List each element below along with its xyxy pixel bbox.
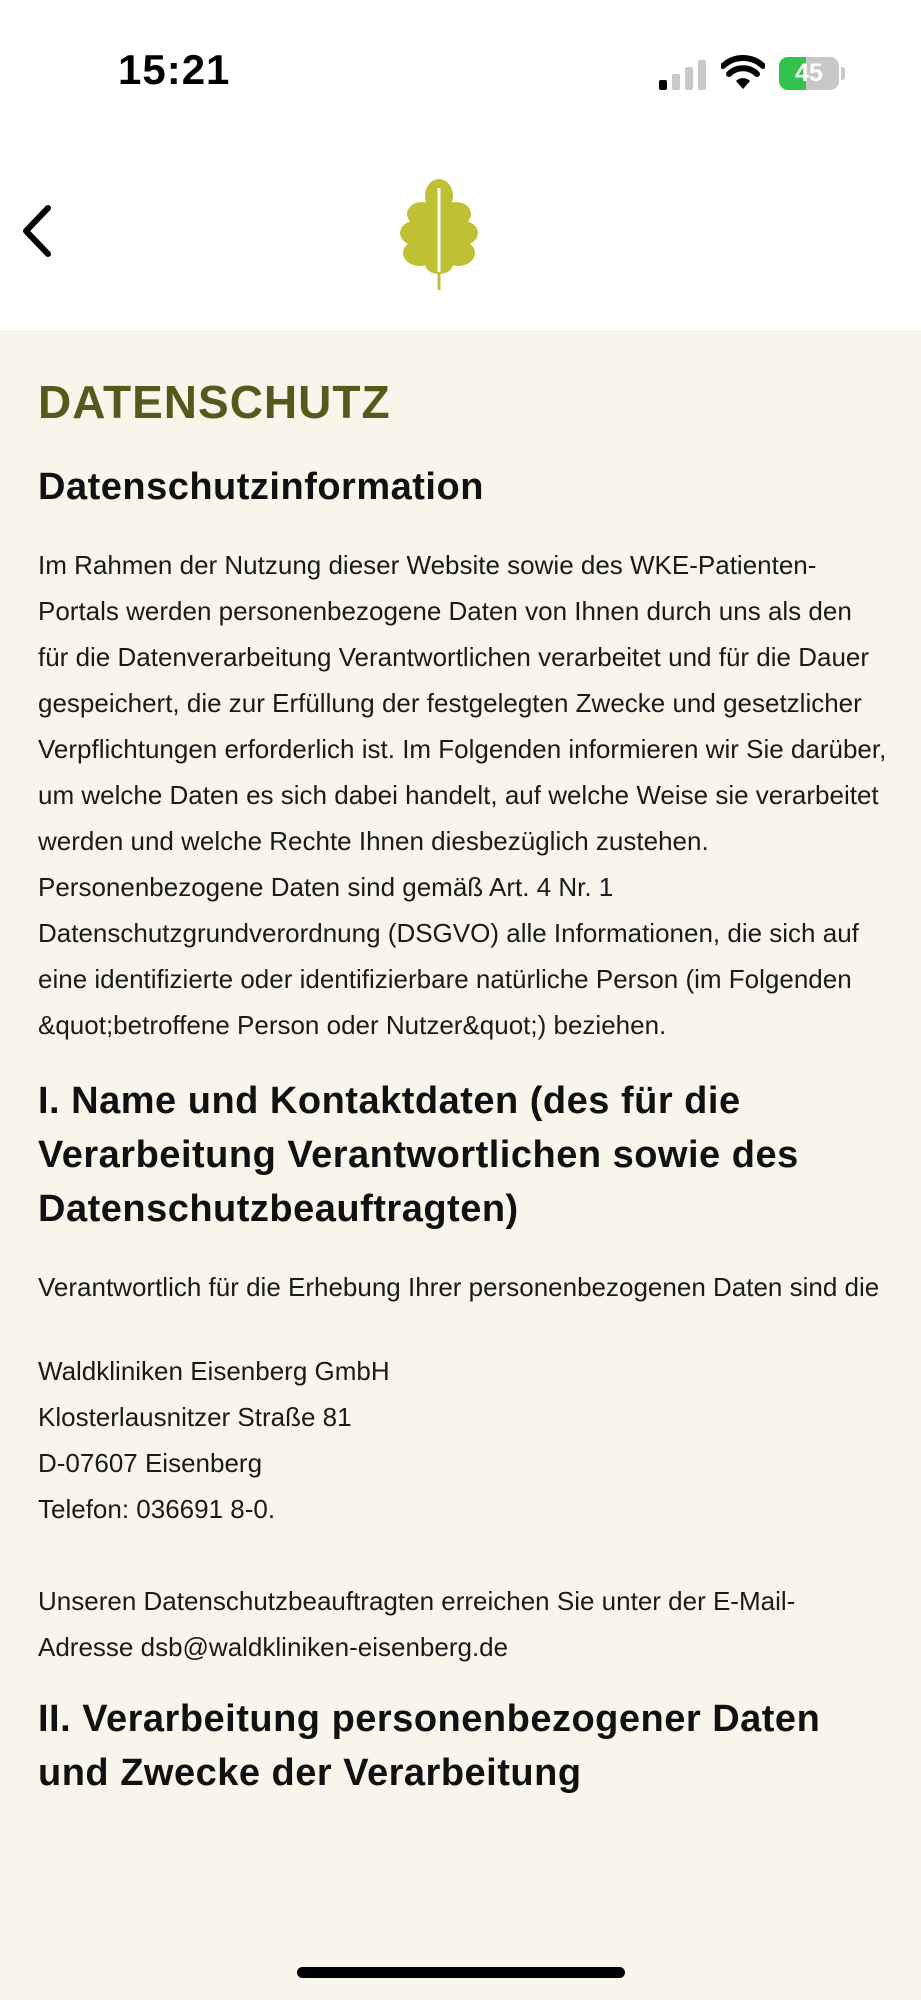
home-indicator[interactable]: [297, 1967, 625, 1978]
top-header: [0, 0, 921, 330]
intro-paragraph: Im Rahmen der Nutzung dieser Website sowie des WKE-Patienten-Portals werden personenbezogene Daten von Ihnen durch uns als den für die Datenverarbeitung Verantwortlichen verarbeitet und für die Dauer gespeichert, die zur Erfüllung der festgelegten Zwecke und gesetzlicher Verpflichtungen erforderlich ist. Im Folgenden informieren wir Sie darüber, um welche Daten es sich dabei handelt, auf welche Weise sie verarbeitet werden und welche Rechte Ihnen diesbezüglich zustehen. Personenbezogene Daten sind gemäß Art. 4 Nr. 1 Datenschutzgrundverordnung (DSGVO) alle Informationen, die sich auf eine identifizierte oder identifizierbare natürliche Person (im Folgenden &quot;betroffene Person oder Nutzer&quot;) beziehen.: [38, 550, 887, 1040]
dsb-paragraph: Unseren Datenschutzbeauftragten erreichen Sie unter der E-Mail-Adresse dsb@waldkliniken-eisenberg.de: [38, 1586, 796, 1662]
battery-icon: [779, 57, 839, 90]
wifi-icon: [721, 55, 765, 91]
status-time: 15:21: [118, 46, 231, 93]
battery-level: 45: [795, 59, 823, 87]
chevron-left-icon: [26, 208, 48, 254]
address-company: Waldkliniken Eisenberg GmbH: [38, 1356, 390, 1386]
section-heading-contact: I. Name und Kontaktdaten (des für die Verarbeitung Verantwortlichen sowie des Datenschutzbeauftragten): [38, 1080, 799, 1230]
address-street: Klosterlausnitzer Straße 81: [38, 1402, 352, 1432]
main-content: [38, 330, 888, 1800]
address-city: D-07607 Eisenberg: [38, 1448, 263, 1478]
cellular-signal-icon: [659, 58, 707, 90]
back-button[interactable]: [12, 196, 68, 266]
battery-cap: [841, 67, 845, 80]
address-block: [38, 1348, 888, 1532]
address-phone: Telefon: 036691 8-0.: [38, 1494, 276, 1524]
page-title: DATENSCHUTZ: [38, 376, 391, 428]
oak-leaf-icon: [398, 178, 480, 292]
section-heading-privacy-info: Datenschutzinformation: [38, 466, 484, 508]
responsible-paragraph: Verantwortlich für die Erhebung Ihrer personenbezogenen Daten sind die: [38, 1272, 880, 1302]
section-heading-processing: II. Verarbeitung personenbezogener Daten und Zwecke der Verarbeitung: [38, 1698, 821, 1794]
